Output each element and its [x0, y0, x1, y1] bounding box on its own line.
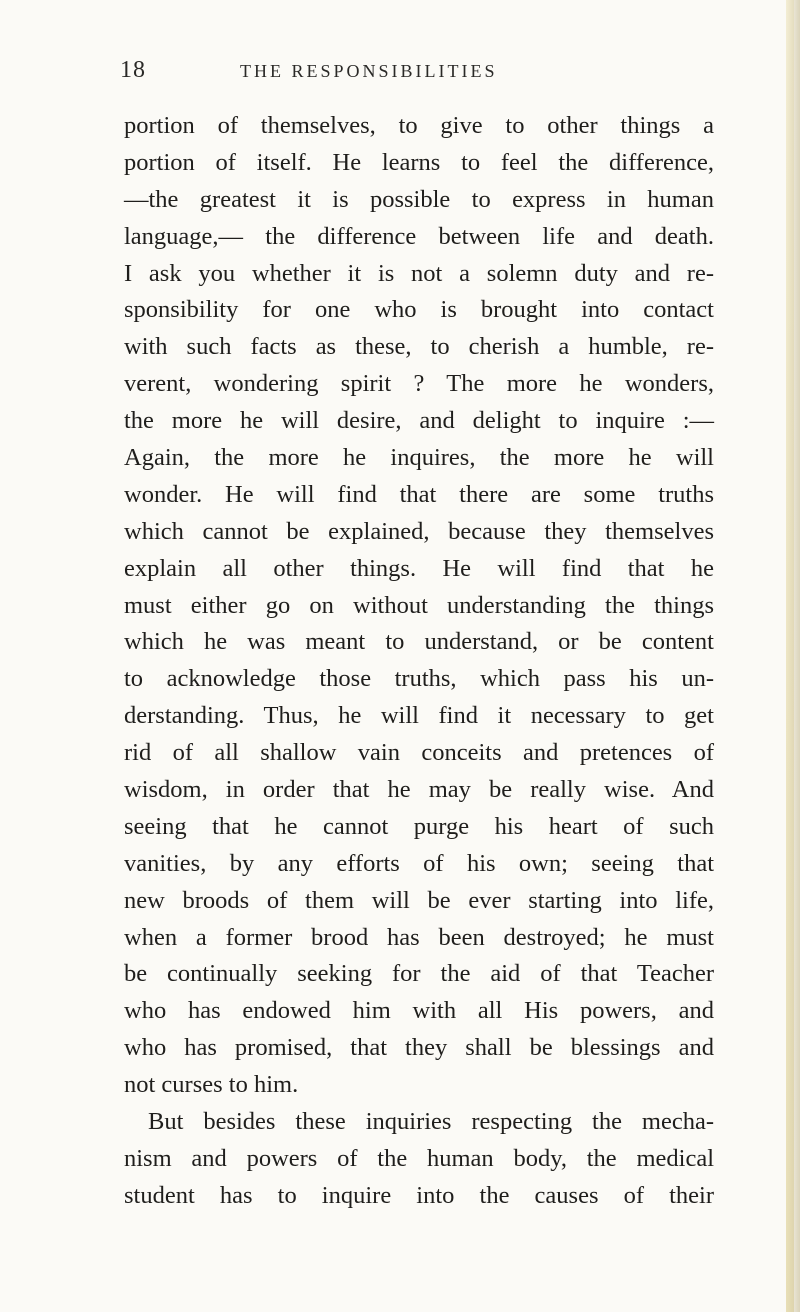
text-line: wonder. He will find that there are some truths: [124, 480, 714, 508]
text-line: who has endowed him with all His powers, and: [124, 997, 714, 1025]
text-line: not curses to him.: [124, 1071, 299, 1099]
text-line: portion of themselves, to give to other things a: [124, 112, 714, 139]
text-line: sponsibility for one who is brought into contact: [124, 296, 714, 324]
text-line: Again, the more he inquires, the more he will: [124, 444, 714, 472]
text-line: be continually seeking for the aid of that Teacher: [124, 960, 714, 988]
text-line: which he was meant to understand, or be content: [124, 628, 714, 656]
text-line: which cannot be explained, because they themselves: [124, 517, 714, 545]
text-line: must either go on without understanding the things: [124, 591, 714, 619]
text-line: to acknowledge those truths, which pass his un-: [124, 665, 714, 693]
text-line: explain all other things. He will find that he: [124, 554, 714, 582]
text-line: But besides these inquiries respecting the mecha-: [148, 1108, 714, 1136]
text-line: derstanding. Thus, he will find it necessary to get: [124, 702, 714, 730]
text-line: language,— the difference between life and death.: [124, 222, 714, 250]
page-header: [120, 57, 720, 97]
text-line: rid of all shallow vain conceits and pretences of: [124, 739, 714, 767]
text-line: new broods of them will be ever starting into life,: [124, 886, 714, 914]
body-text: [124, 108, 714, 1215]
page-number: 18: [120, 57, 146, 83]
text-line: vanities, by any efforts of his own; seeing that: [124, 849, 714, 877]
text-line: portion of itself. He learns to feel the difference,: [124, 148, 714, 176]
text-line: who has promised, that they shall be blessings and: [124, 1034, 714, 1062]
text-line: wisdom, in order that he may be really wise. And: [124, 776, 714, 804]
running-head: THE RESPONSIBILITIES: [240, 61, 498, 81]
text-line: I ask you whether it is not a solemn duty and re-: [124, 259, 714, 287]
text-line: student has to inquire into the causes of their: [124, 1181, 714, 1209]
text-line: seeing that he cannot purge his heart of such: [124, 812, 714, 840]
text-line: verent, wondering spirit ? The more he wonders,: [124, 370, 714, 398]
text-line: —the greatest it is possible to express in human: [124, 185, 714, 213]
text-line: with such facts as these, to cherish a humble, re-: [124, 333, 714, 361]
page-edge-shadow: [786, 0, 800, 1312]
text-line: nism and powers of the human body, the medical: [124, 1144, 714, 1172]
text-line: the more he will desire, and delight to inquire :—: [124, 407, 714, 435]
text-line: when a former brood has been destroyed; he must: [124, 923, 714, 951]
